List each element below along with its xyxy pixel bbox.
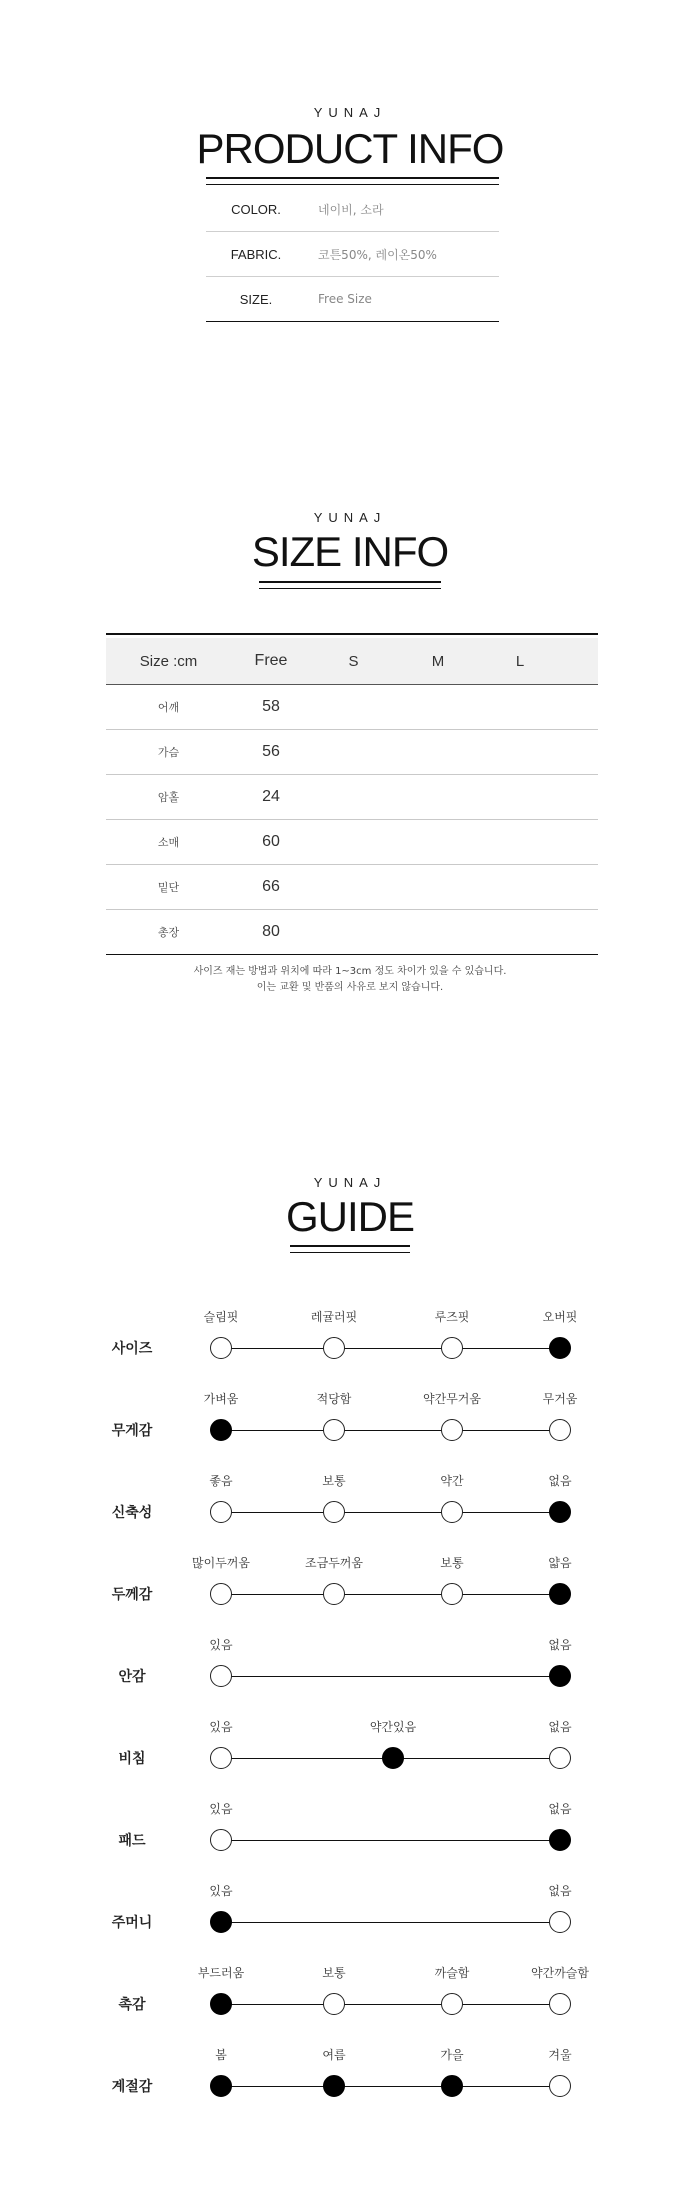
guide-row: [0, 1718, 700, 1778]
guide-scale-line: [221, 1840, 560, 1841]
measure-name: 어깨: [157, 701, 180, 714]
guide-option-label: 슬림핏: [203, 1310, 239, 1324]
guide-option-label: 보통: [440, 1556, 464, 1570]
divider: [290, 1252, 410, 1253]
option-dot: [210, 1501, 232, 1523]
table-row: [106, 730, 598, 775]
product-info-row: [206, 277, 499, 322]
free-value: 58: [262, 698, 280, 715]
guide-option-label: 없음: [548, 1802, 572, 1816]
table-row: [106, 820, 598, 865]
guide-option-label: 있음: [209, 1802, 233, 1816]
guide-category: 촉감: [118, 1997, 146, 2013]
guide-row: [0, 1800, 700, 1860]
size-table: [106, 638, 598, 955]
table-row: [106, 775, 598, 820]
option-dot: [441, 1337, 463, 1359]
guide-option-label: 오버핏: [542, 1310, 578, 1324]
size-note: 이는 교환 및 반품의 사유로 보지 않습니다.: [256, 982, 444, 993]
option-dot: [549, 1993, 571, 2015]
guide-scale-line: [221, 2086, 560, 2087]
header-cell: M: [431, 652, 445, 670]
guide-scale-line: [221, 2004, 560, 2005]
measure-name: 총장: [157, 926, 180, 939]
divider: [206, 184, 499, 185]
option-dot: [210, 1747, 232, 1769]
option-dot: [323, 1583, 345, 1605]
guide-option-label: 없음: [548, 1720, 572, 1734]
option-dot: [549, 1747, 571, 1769]
selected-dot: [210, 1419, 232, 1441]
option-dot: [441, 1993, 463, 2015]
table-row: [106, 865, 598, 910]
option-dot: [210, 1337, 232, 1359]
divider: [106, 633, 598, 635]
brand-label: YUNAJ: [313, 105, 387, 120]
row-value: 네이비, 소라: [318, 202, 384, 217]
guide-option-label: 약간: [440, 1474, 464, 1488]
guide-row: [0, 1882, 700, 1942]
guide-scale-line: [221, 1430, 560, 1431]
option-dot: [549, 1911, 571, 1933]
divider: [206, 177, 499, 179]
measure-name: 암홀: [157, 791, 180, 804]
guide-row: [0, 1964, 700, 2024]
selected-dot: [549, 1501, 571, 1523]
header-cell: Free: [254, 652, 288, 669]
free-value: 60: [262, 833, 280, 850]
header-cell: S: [348, 652, 359, 670]
selected-dot: [323, 2075, 345, 2097]
guide-row: [0, 2046, 700, 2106]
guide-option-label: 있음: [209, 1884, 233, 1898]
selected-dot: [382, 1747, 404, 1769]
option-dot: [549, 2075, 571, 2097]
option-dot: [441, 1583, 463, 1605]
row-label: FABRIC.: [230, 246, 282, 262]
measure-name: 밑단: [157, 881, 180, 894]
free-value: 24: [262, 788, 280, 805]
option-dot: [210, 1583, 232, 1605]
guide-category: 신축성: [111, 1505, 153, 1521]
guide-option-label: 보통: [322, 1474, 346, 1488]
guide-option-label: 약간무거움: [423, 1392, 481, 1406]
guide-option-label: 까슬함: [434, 1966, 470, 1980]
selected-dot: [549, 1583, 571, 1605]
guide-option-label: 루즈핏: [434, 1310, 470, 1324]
header-cell: L: [515, 652, 525, 670]
guide-option-label: 봄: [215, 2048, 227, 2062]
selected-dot: [549, 1829, 571, 1851]
guide-option-label: 여름: [322, 2048, 346, 2062]
guide-row: [0, 1636, 700, 1696]
guide-option-label: 없음: [548, 1884, 572, 1898]
guide-option-label: 약간까슬함: [531, 1966, 589, 1980]
guide-option-label: 있음: [209, 1638, 233, 1652]
option-dot: [210, 1829, 232, 1851]
guide-option-label: 조금두꺼움: [305, 1556, 363, 1570]
selected-dot: [210, 1911, 232, 1933]
guide-row: [0, 1308, 700, 1368]
row-label: SIZE.: [239, 291, 273, 307]
option-dot: [210, 1665, 232, 1687]
product-info-row: [206, 187, 499, 232]
guide-scale-line: [221, 1676, 560, 1677]
guide-category: 무게감: [111, 1423, 153, 1439]
free-value: 66: [262, 878, 280, 895]
option-dot: [441, 1419, 463, 1441]
row-value: Free Size: [318, 292, 372, 306]
option-dot: [323, 1337, 345, 1359]
guide-option-label: 보통: [322, 1966, 346, 1980]
guide-category: 두께감: [111, 1587, 153, 1603]
guide-option-label: 부드러움: [197, 1966, 245, 1980]
guide-category: 패드: [118, 1833, 146, 1849]
option-dot: [323, 1501, 345, 1523]
guide-scale-line: [221, 1594, 560, 1595]
selected-dot: [210, 2075, 232, 2097]
product-info-row: [206, 232, 499, 277]
option-dot: [549, 1419, 571, 1441]
guide-option-label: 적당함: [316, 1392, 352, 1406]
table-row: [106, 685, 598, 730]
guide-category: 사이즈: [111, 1341, 153, 1357]
guide-option-label: 많이두꺼움: [192, 1556, 250, 1570]
guide-option-label: 없음: [548, 1474, 572, 1488]
guide-scale-line: [221, 1922, 560, 1923]
product-info-table: [206, 187, 499, 322]
table-row: [106, 910, 598, 955]
selected-dot: [441, 2075, 463, 2097]
selected-dot: [549, 1337, 571, 1359]
option-dot: [323, 1419, 345, 1441]
guide-scale-line: [221, 1512, 560, 1513]
guide-title: GUIDE: [285, 1193, 414, 1240]
product-info-title: PRODUCT INFO: [196, 125, 504, 172]
guide-row: [0, 1472, 700, 1532]
option-dot: [323, 1993, 345, 2015]
row-value: 코튼50%, 레이온50%: [318, 247, 437, 262]
selected-dot: [549, 1665, 571, 1687]
guide-option-label: 가벼움: [203, 1392, 239, 1406]
row-label: COLOR.: [231, 201, 281, 217]
guide-row: [0, 1554, 700, 1614]
brand-label: YUNAJ: [313, 1175, 387, 1190]
header-cell: Size :cm: [139, 652, 198, 670]
guide-option-label: 레귤러핏: [310, 1310, 358, 1324]
guide-option-label: 있음: [209, 1720, 233, 1734]
divider: [259, 588, 441, 589]
free-value: 80: [262, 923, 280, 940]
size-note: 사이즈 재는 방법과 위치에 따라 1~3cm 정도 차이가 있을 수 있습니다.: [193, 966, 507, 977]
guide-category: 안감: [118, 1669, 146, 1685]
brand-label: YUNAJ: [313, 510, 387, 525]
guide-option-label: 약간있음: [369, 1720, 417, 1734]
guide-option-label: 없음: [548, 1638, 572, 1652]
guide-option-label: 얇음: [548, 1556, 572, 1570]
guide-category: 주머니: [111, 1915, 153, 1931]
guide-option-label: 무거움: [542, 1392, 578, 1406]
measure-name: 가슴: [157, 746, 180, 759]
guide-category: 계절감: [111, 2079, 153, 2095]
size-info-title: SIZE INFO: [251, 528, 449, 575]
divider: [259, 581, 441, 583]
guide-row: [0, 1390, 700, 1450]
divider: [290, 1245, 410, 1247]
free-value: 56: [262, 743, 280, 760]
size-table-header: [106, 638, 598, 685]
guide-option-label: 가을: [440, 2048, 464, 2062]
guide-option-label: 겨울: [548, 2048, 572, 2062]
selected-dot: [210, 1993, 232, 2015]
guide-category: 비침: [118, 1751, 146, 1767]
guide-option-label: 좋음: [209, 1474, 233, 1488]
option-dot: [441, 1501, 463, 1523]
measure-name: 소매: [157, 836, 180, 849]
guide-scale-line: [221, 1348, 560, 1349]
